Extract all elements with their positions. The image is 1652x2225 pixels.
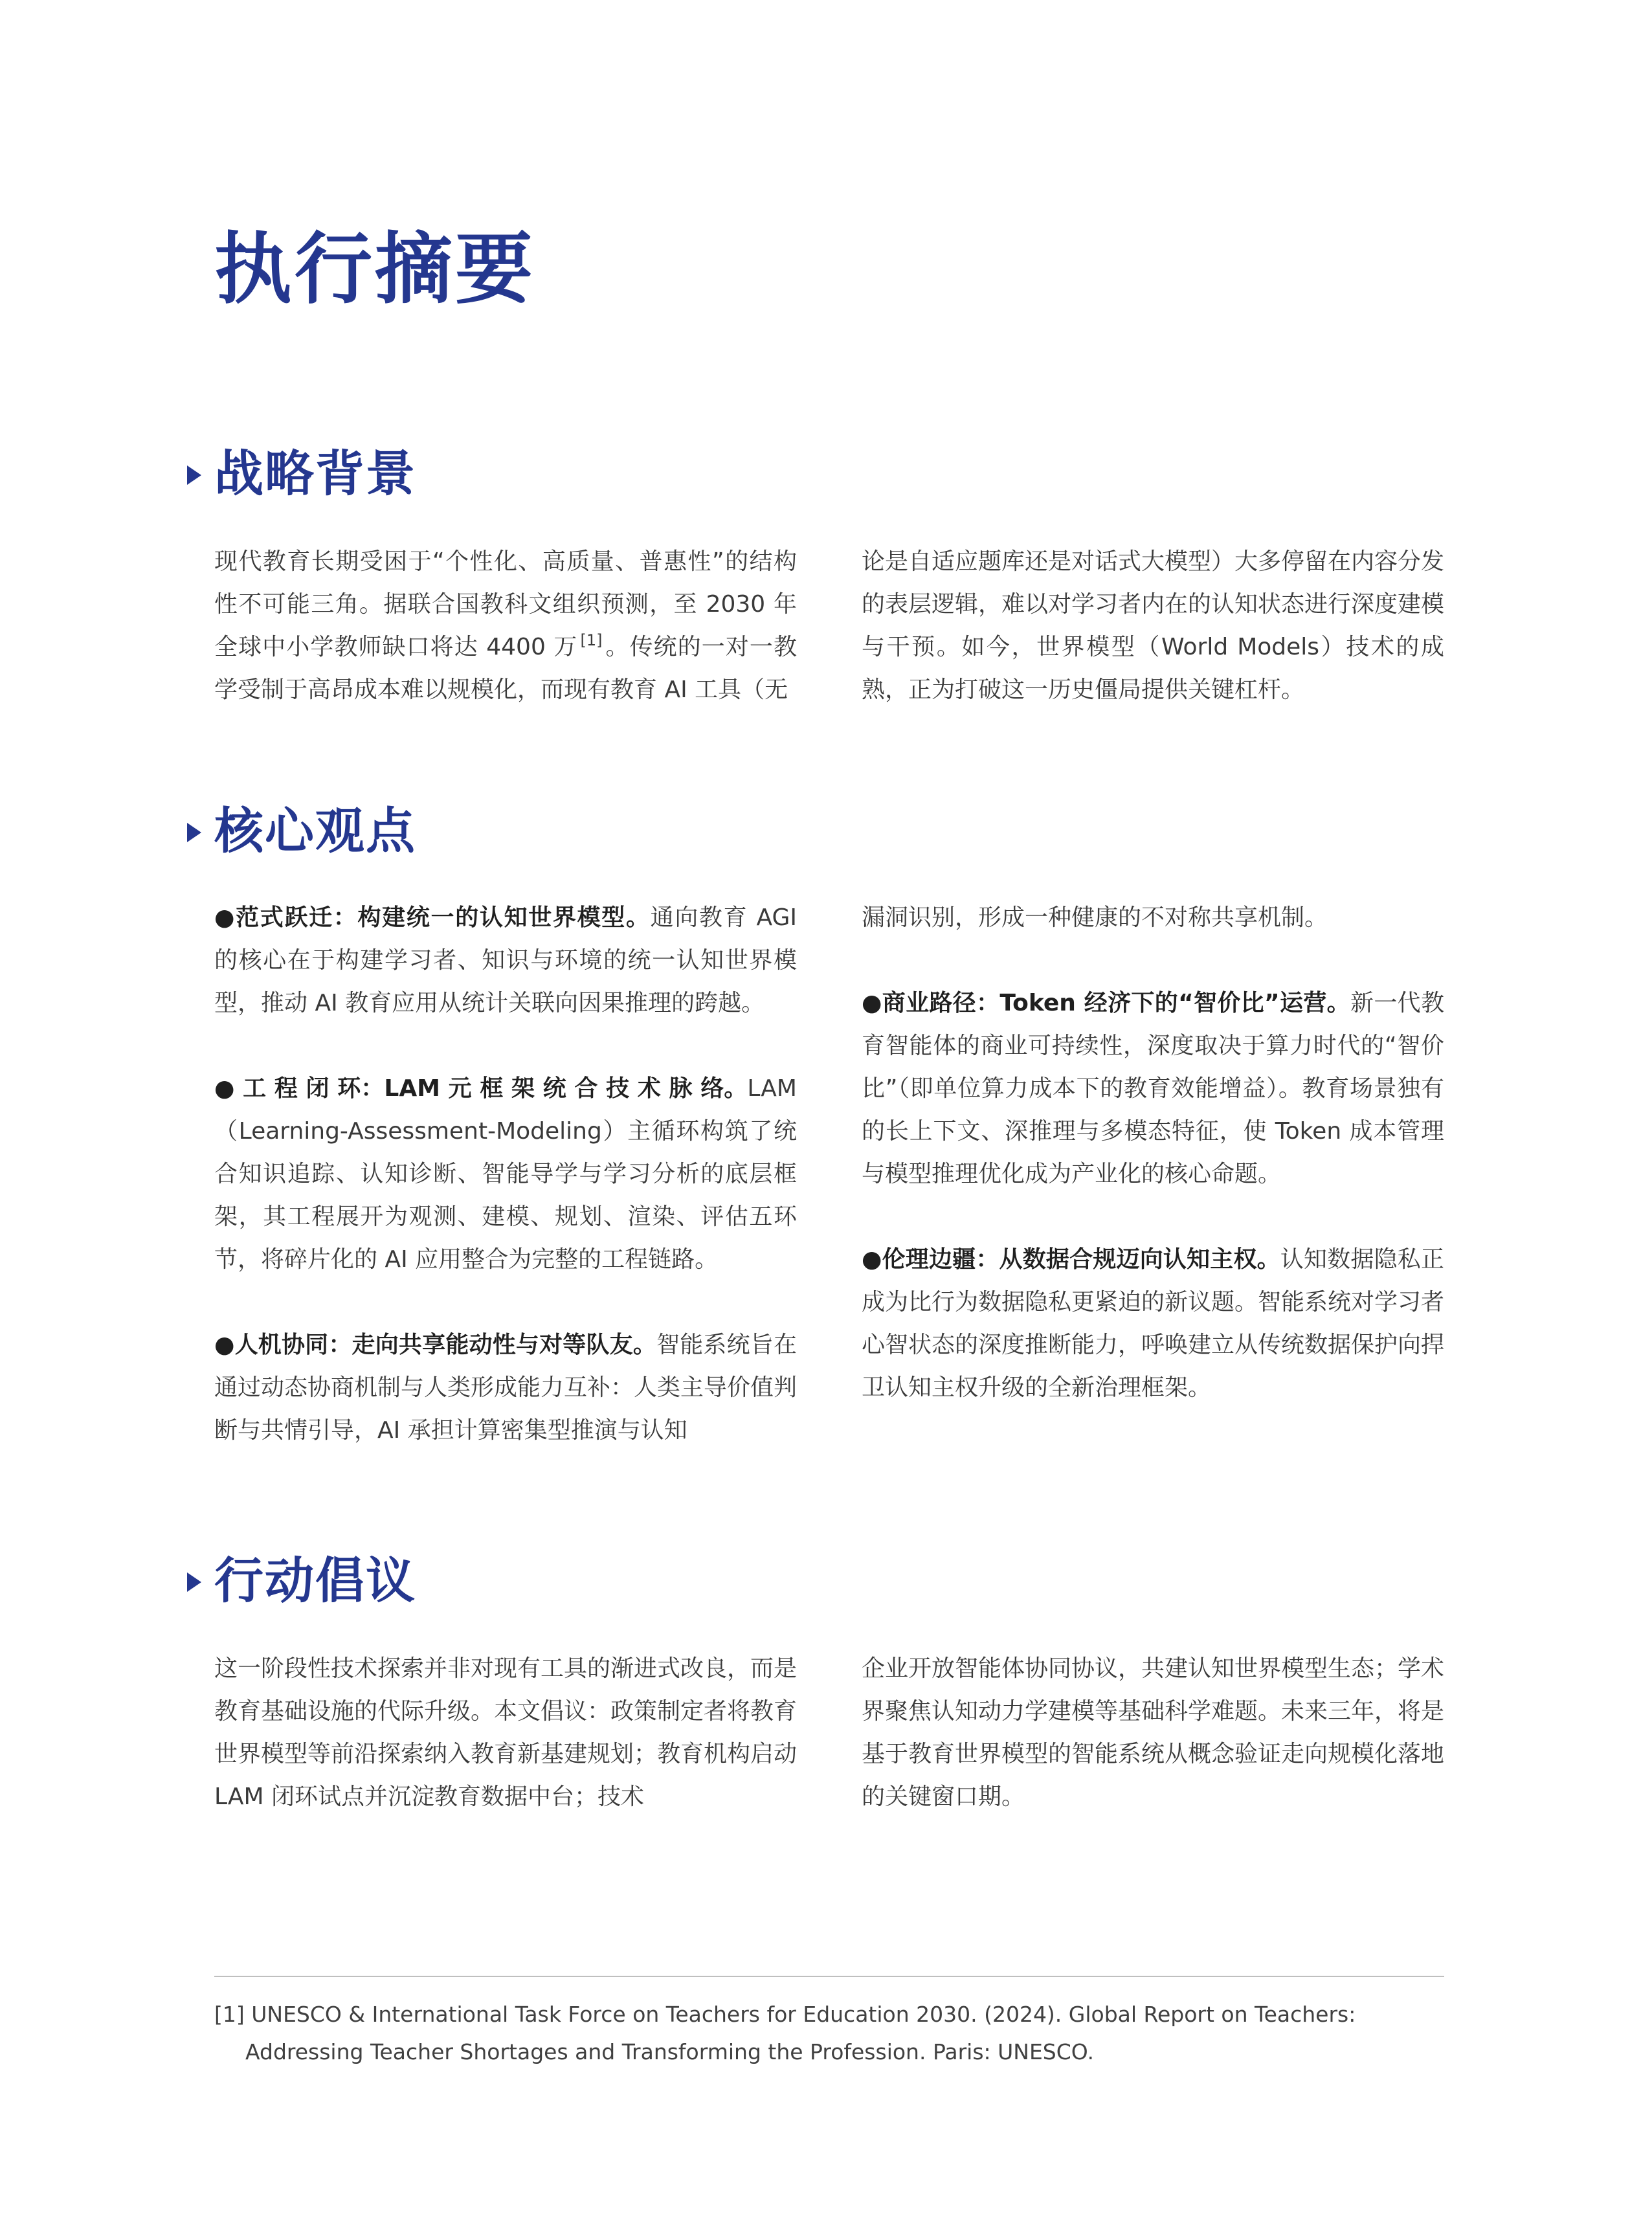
core-point-text: 漏洞识别，形成一种健康的不对称共享机制。 xyxy=(862,904,1328,931)
core-point-lead: ●范式跃迁：构建统一的认知世界模型。 xyxy=(214,904,651,931)
action-left-column xyxy=(214,1648,797,1818)
background-paragraph xyxy=(214,541,797,711)
triangle-marker-icon xyxy=(187,823,201,842)
section-heading-text: 核心观点 xyxy=(214,802,416,860)
page-title: 执行摘要 xyxy=(214,225,535,315)
footnote: [1] UNESCO & International Task Force on Teachers for Education 2030. (2024). Global Report on Teachers: Addressing Teacher Shortages and Transforming the Profession. Paris: UNESCO. xyxy=(214,2002,1356,2064)
core-right-column xyxy=(862,897,1444,1409)
background-left-column xyxy=(214,541,797,711)
core-point-text: 通向教育 AGI 的核心在于构建学习者、知识与环境的统一认知世界模型，推动 AI 教育应用从统计关联向因果推理的跨越。 xyxy=(214,904,797,1016)
core-point-text: 新一代教育智能体的商业可持续性，深度取决于算力时代的“智价比”（即单位算力成本下的教育效能增益）。教育场景独有的长上下文、深推理与多模态特征，使 Token 成本管理与模型推理优化成为产业化的核心命题。 xyxy=(862,990,1444,1187)
background-text-part: 。传统的一对一教学受制于高昂成本难以规模化，而现有教育 AI 工具（无 xyxy=(214,634,797,703)
background-right-column xyxy=(862,541,1444,711)
triangle-marker-icon xyxy=(187,465,201,485)
core-point-collaboration-continued xyxy=(862,897,1444,939)
section-heading-core xyxy=(184,799,961,871)
core-point-text: LAM（Learning-Assessment-Modeling）主循环构筑了统合知识追踪、认知诊断、智能导学与学习分析的底层框架，其工程展开为观测、建模、规划、渲染、评估五环节，将碎片化的 AI 应用整合为完整的工程链路。 xyxy=(214,1075,797,1273)
background-paragraph-continued: 论是自适应题库还是对话式大模型）大多停留在内容分发的表层逻辑，难以对学习者内在的认知状态进行深度建模与干预。如今，世界模型（World Models）技术的成熟，正为打破这一历史僵局提供关键杠杆。 xyxy=(862,548,1445,703)
core-point-text: 智能系统旨在通过动态协商机制与人类形成能力互补：人类主导价值判断与共情引导，AI 承担计算密集型推演与认知 xyxy=(214,1332,798,1444)
section-heading-text: 行动倡议 xyxy=(214,1552,416,1609)
footnote-reference[interactable]: [1] xyxy=(580,631,603,649)
core-point-text: 认知数据隐私正成为比行为数据隐私更紧迫的新议题。智能系统对学习者心智状态的深度推断能力，呼唤建立从传统数据保护向捍卫认知主权升级的全新治理框架。 xyxy=(862,1246,1445,1401)
footnote-divider xyxy=(214,1976,1444,1977)
action-right-column xyxy=(862,1648,1444,1818)
action-paragraph: 这一阶段性技术探索并非对现有工具的渐进式改良，而是教育基础设施的代际升级。本文倡议：政策制定者将教育世界模型等前沿探索纳入教育新基建规划；教育机构启动 LAM 闭环试点并沉淀教育数据中台；技术 xyxy=(214,1655,798,1810)
triangle-marker-icon xyxy=(187,1572,201,1592)
core-point-lead: ● 工 程 闭 环：LAM 元 框 架 统 合 技 术 脉 络。 xyxy=(214,1075,748,1102)
core-point-lead: ●商业路径：Token 经济下的“智价比”运营。 xyxy=(862,990,1351,1016)
core-point-ethics xyxy=(862,1238,1444,1409)
core-point-collaboration xyxy=(214,1324,797,1452)
core-point-lead: ●伦理边疆：从数据合规迈向认知主权。 xyxy=(862,1246,1280,1273)
core-point-paradigm xyxy=(214,897,797,1025)
section-heading-text: 战略背景 xyxy=(214,445,416,502)
section-heading-background xyxy=(184,442,961,513)
core-point-engineering xyxy=(214,1068,797,1281)
core-point-lead: ●人机协同：走向共享能动性与对等队友。 xyxy=(214,1332,657,1358)
core-point-business xyxy=(862,982,1444,1196)
action-paragraph-continued: 企业开放智能体协同协议，共建认知世界模型生态；学术界聚焦认知动力学建模等基础科学难题。未来三年，将是基于教育世界模型的智能系统从概念验证走向规模化落地的关键窗口期。 xyxy=(862,1655,1445,1810)
section-heading-action xyxy=(184,1549,961,1620)
background-text-part: 现代教育长期受困于“个性化、高质量、普惠性”的结构性不可能三角。据联合国教科文组织预测，至 2030 年全球中小学教师缺口将达 4400 万 xyxy=(214,548,797,660)
core-left-column xyxy=(214,897,797,1452)
